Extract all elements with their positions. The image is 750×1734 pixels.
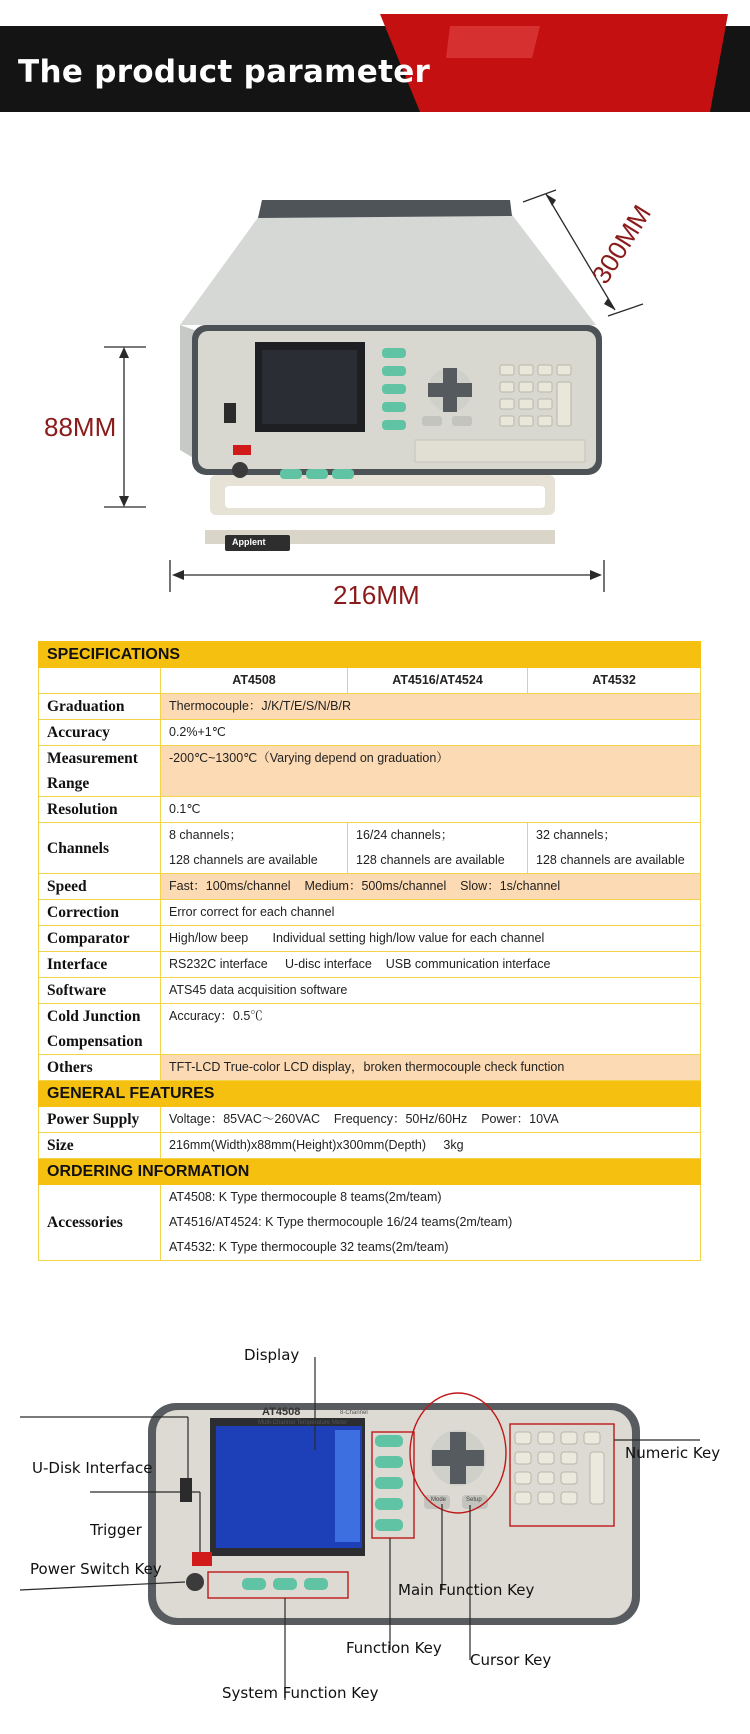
callout-u-disk-interface: U-Disk Interface: [32, 1459, 153, 1477]
table-row: Accuracy 0.2%+1℃: [39, 720, 701, 746]
table-row: Interface RS232C interface U-disc interface USB communication interface: [39, 952, 701, 978]
table-row: Accessories AT4508: K Type thermocouple 8 teams(2m/team) AT4516/AT4524: K Type thermocouple 16/24 teams(2m/team) AT4532: K Type thermocouple 32 teams(2m/team): [39, 1185, 701, 1261]
product-photo: [0, 120, 750, 640]
dimension-height: 88MM: [44, 412, 117, 442]
callout-numeric-key: Numeric Key: [625, 1444, 721, 1462]
banner-red-decoration: [380, 12, 750, 112]
device-channel-tag: 8-Channel: [340, 1410, 368, 1416]
table-row: Speed Fast：100ms/channel Medium：500ms/channel Slow：1s/channel: [39, 874, 701, 900]
table-row: Correction Error correct for each channel: [39, 900, 701, 926]
brand-logo-label: Applent: [232, 537, 266, 547]
device-model-label: AT4508: [262, 1406, 301, 1418]
table-row: Measurement Range -200℃~1300℃（Varying depend on graduation）: [39, 746, 701, 797]
setup-key-label: Setup: [466, 1497, 482, 1503]
model-header: AT4508: [161, 668, 348, 694]
callout-display: Display: [244, 1346, 300, 1364]
callout-main-function-key: Main Function Key: [398, 1581, 535, 1599]
table-row: Graduation Thermocouple：J/K/T/E/S/N/B/R: [39, 694, 701, 720]
callout-function-key: Function Key: [346, 1639, 442, 1657]
table-row: Software ATS45 data acquisition software: [39, 978, 701, 1004]
table-row: Comparator High/low beep Individual setting high/low value for each channel: [39, 926, 701, 952]
dimension-width: 216MM: [333, 580, 420, 610]
table-row: Cold Junction Compensation Accuracy：0.5℃: [39, 1004, 701, 1055]
callout-cursor-key: Cursor Key: [470, 1651, 552, 1669]
callout-system-function-key: System Function Key: [222, 1684, 379, 1702]
callout-trigger: Trigger: [90, 1521, 142, 1539]
table-row: Resolution 0.1℃: [39, 797, 701, 823]
banner-title: The product parameter: [18, 54, 431, 90]
table-row: Power Supply Voltage：85VAC～260VAC Frequency：50Hz/60Hz Power：10VA: [39, 1107, 701, 1133]
table-row: Others TFT-LCD True-color LCD display，broken thermocouple check function: [39, 1055, 701, 1081]
specifications-table: [38, 641, 701, 1261]
mode-key-label: Mode: [431, 1497, 447, 1503]
callout-power-switch-key: Power Switch Key: [30, 1560, 162, 1578]
device-subtitle-label: Multi-Channel Temperature Meter: [258, 1420, 348, 1426]
model-header: AT4516/AT4524: [348, 668, 528, 694]
section-ordering-information: ORDERING INFORMATION: [39, 1159, 701, 1185]
model-header: AT4532: [528, 668, 701, 694]
table-row: Channels 8 channels； 128 channels are available 16/24 channels； 128 channels are available 32 channels； 128 channels are available: [39, 823, 701, 874]
section-specifications: SPECIFICATIONS: [39, 642, 701, 668]
section-general-features: GENERAL FEATURES: [39, 1081, 701, 1107]
dimension-depth: 300MM: [585, 199, 657, 289]
table-row: Size 216mm(Width)x88mm(Height)x300mm(Depth) 3kg: [39, 1133, 701, 1159]
